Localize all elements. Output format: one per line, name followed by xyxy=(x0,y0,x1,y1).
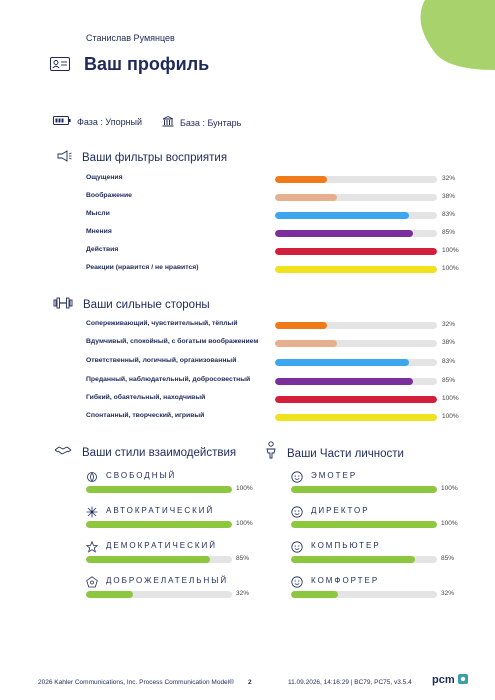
phase-label: Фаза : Упорный xyxy=(77,116,143,127)
parts-item-bar xyxy=(291,556,415,563)
strengths-row-track xyxy=(275,414,437,421)
base-label: База : Бунтарь xyxy=(180,117,242,128)
filters-row xyxy=(86,264,466,278)
strengths-row-track xyxy=(275,322,437,329)
filters-row-percent: 83% xyxy=(442,211,456,218)
dumbbell-icon xyxy=(53,297,73,312)
user-name: Станислав Румянцев xyxy=(86,33,175,43)
building-icon xyxy=(162,116,174,129)
styles-item xyxy=(86,470,256,500)
filters-row xyxy=(86,246,466,260)
parts-item-track xyxy=(291,591,437,598)
handshake-icon xyxy=(54,445,72,460)
parts-item xyxy=(291,470,461,500)
styles-item-track xyxy=(86,486,232,493)
styles-item-track xyxy=(86,521,232,528)
parts-item-bar xyxy=(291,591,338,598)
styles-item-bar xyxy=(86,486,232,493)
footer-copyright: 2026 Kahler Communications, Inc. Process Communication Model® xyxy=(38,679,234,686)
pcm-logo xyxy=(432,674,468,686)
parts-item-bar xyxy=(291,521,437,528)
strengths-row xyxy=(86,320,466,334)
filters-row-track xyxy=(275,194,437,201)
filters-row-percent: 100% xyxy=(442,265,459,272)
parts-item-percent: 85% xyxy=(441,555,455,562)
filters-row-track xyxy=(275,248,437,255)
strengths-row-bar xyxy=(275,359,409,366)
parts-item-label: ЭМОТЕР xyxy=(311,471,358,480)
filters-row-label: Мысли xyxy=(86,210,110,217)
filters-heading-text: Ваши фильтры восприятия xyxy=(82,151,228,164)
strengths-row-track xyxy=(275,396,437,403)
parts-item xyxy=(291,540,461,570)
styles-item-percent: 100% xyxy=(236,485,253,492)
base-row xyxy=(162,116,241,129)
filters-row-bar xyxy=(275,194,337,201)
face-icon xyxy=(291,575,303,587)
face-icon xyxy=(291,505,303,517)
footer-meta: 11.09.2026, 14:16:29 | BC79, PC75, v3.5.4 xyxy=(288,679,412,686)
strengths-row-label: Ответственный, логичный, организованный xyxy=(86,357,237,364)
filters-row-bar xyxy=(275,266,437,273)
filters-row xyxy=(86,210,466,224)
star-icon xyxy=(86,540,98,552)
styles-item xyxy=(86,540,256,570)
strengths-row-label: Гибкий, обаятельный, находчивый xyxy=(86,394,206,401)
strengths-row-track xyxy=(275,378,437,385)
styles-item-bar xyxy=(86,556,210,563)
styles-heading xyxy=(54,445,236,460)
filters-row-track xyxy=(275,266,437,273)
star-burst-icon xyxy=(86,505,98,517)
strengths-row-track xyxy=(275,340,437,347)
filters-row-label: Реакции (нравится / не нравится) xyxy=(86,264,199,271)
strengths-row-label: Преданный, наблюдательный, добросовестный xyxy=(86,376,251,383)
parts-heading xyxy=(265,441,404,462)
parts-item-bar xyxy=(291,486,437,493)
strengths-row xyxy=(86,376,466,390)
filters-row-bar xyxy=(275,176,327,183)
filters-row-bar xyxy=(275,230,413,237)
filters-row xyxy=(86,192,466,206)
strengths-row-percent: 83% xyxy=(442,358,456,365)
filters-row-percent: 85% xyxy=(442,229,456,236)
strengths-row-label: Сопереживающий, чувствительный, тёплый xyxy=(86,320,238,327)
filters-row-percent: 32% xyxy=(442,175,456,182)
megaphone-icon xyxy=(56,150,72,165)
styles-item-label: СВОБОДНЫЙ xyxy=(106,471,177,480)
filters-row xyxy=(86,228,466,242)
styles-item-bar xyxy=(86,591,133,598)
filters-heading xyxy=(56,150,227,165)
filters-row-percent: 100% xyxy=(442,247,459,254)
styles-item-track xyxy=(86,591,232,598)
filters-row-bar xyxy=(275,248,437,255)
swirl-icon xyxy=(86,470,98,482)
styles-item-percent: 100% xyxy=(236,520,253,527)
styles-item-bar xyxy=(86,521,232,528)
filters-row-label: Мнения xyxy=(86,228,112,235)
face-icon xyxy=(291,470,303,482)
styles-item-percent: 32% xyxy=(236,590,250,597)
strengths-row-bar xyxy=(275,322,327,329)
battery-icon xyxy=(53,116,71,127)
strengths-row xyxy=(86,338,466,352)
filters-row xyxy=(86,174,466,188)
styles-item-track xyxy=(86,556,232,563)
parts-item xyxy=(291,575,461,605)
strengths-row xyxy=(86,394,466,408)
filters-row-label: Действия xyxy=(86,246,119,253)
strengths-row xyxy=(86,412,466,426)
filters-row-label: Воображение xyxy=(86,192,132,199)
page-title: Ваш профиль xyxy=(84,54,210,74)
person-icon xyxy=(265,441,277,462)
strengths-row-percent: 100% xyxy=(442,413,459,420)
strengths-row-percent: 38% xyxy=(442,339,456,346)
pcm-logo-text: pcm xyxy=(432,674,455,686)
parts-item-percent: 100% xyxy=(441,520,458,527)
strengths-row xyxy=(86,357,466,371)
decorative-leaf xyxy=(405,0,495,70)
filters-row-track xyxy=(275,230,437,237)
parts-item-percent: 32% xyxy=(441,590,455,597)
filters-row-label: Ощущения xyxy=(86,174,123,181)
strengths-row-track xyxy=(275,359,437,366)
strengths-heading xyxy=(53,297,210,312)
styles-item xyxy=(86,505,256,535)
strengths-row-bar xyxy=(275,340,337,347)
strengths-row-label: Спонтанный, творческий, игривый xyxy=(86,412,205,419)
parts-item-track xyxy=(291,556,437,563)
pcm-logo-mark xyxy=(458,674,468,684)
parts-item-label: КОМФОРТЕР xyxy=(311,576,380,585)
face-icon xyxy=(291,540,303,552)
strengths-heading-text: Ваши сильные стороны xyxy=(83,298,210,311)
styles-item-label: АВТОКРАТИЧЕСКИЙ xyxy=(106,506,215,515)
parts-item-track xyxy=(291,521,437,528)
parts-heading-text: Ваши Части личности xyxy=(287,447,404,460)
parts-item-track xyxy=(291,486,437,493)
profile-card-icon xyxy=(50,57,70,76)
strengths-row-bar xyxy=(275,396,437,403)
parts-item-label: ДИРЕКТОР xyxy=(311,506,370,515)
styles-item-label: ДЕМОКРАТИЧЕСКИЙ xyxy=(106,541,218,550)
parts-item-percent: 100% xyxy=(441,485,458,492)
strengths-row-bar xyxy=(275,414,437,421)
styles-heading-text: Ваши стили взаимодействия xyxy=(82,446,237,459)
filters-row-bar xyxy=(275,212,409,219)
styles-item xyxy=(86,575,256,605)
styles-item-label: ДОБРОЖЕЛАТЕЛЬНЫЙ xyxy=(106,576,229,585)
strengths-row-percent: 100% xyxy=(442,395,459,402)
strengths-row-bar xyxy=(275,378,413,385)
footer-page-number: 2 xyxy=(248,679,252,686)
filters-row-track xyxy=(275,212,437,219)
filters-row-track xyxy=(275,176,437,183)
parts-item xyxy=(291,505,461,535)
strengths-row-percent: 85% xyxy=(442,377,456,384)
filters-row-percent: 38% xyxy=(442,193,456,200)
styles-item-percent: 85% xyxy=(236,555,250,562)
parts-item-label: КОМПЬЮТЕР xyxy=(311,541,381,550)
strengths-row-label: Вдумчивый, спокойный, с богатым воображением xyxy=(86,338,259,345)
phase-row xyxy=(53,116,142,127)
strengths-row-percent: 32% xyxy=(442,321,456,328)
pentagon-icon xyxy=(86,575,98,587)
